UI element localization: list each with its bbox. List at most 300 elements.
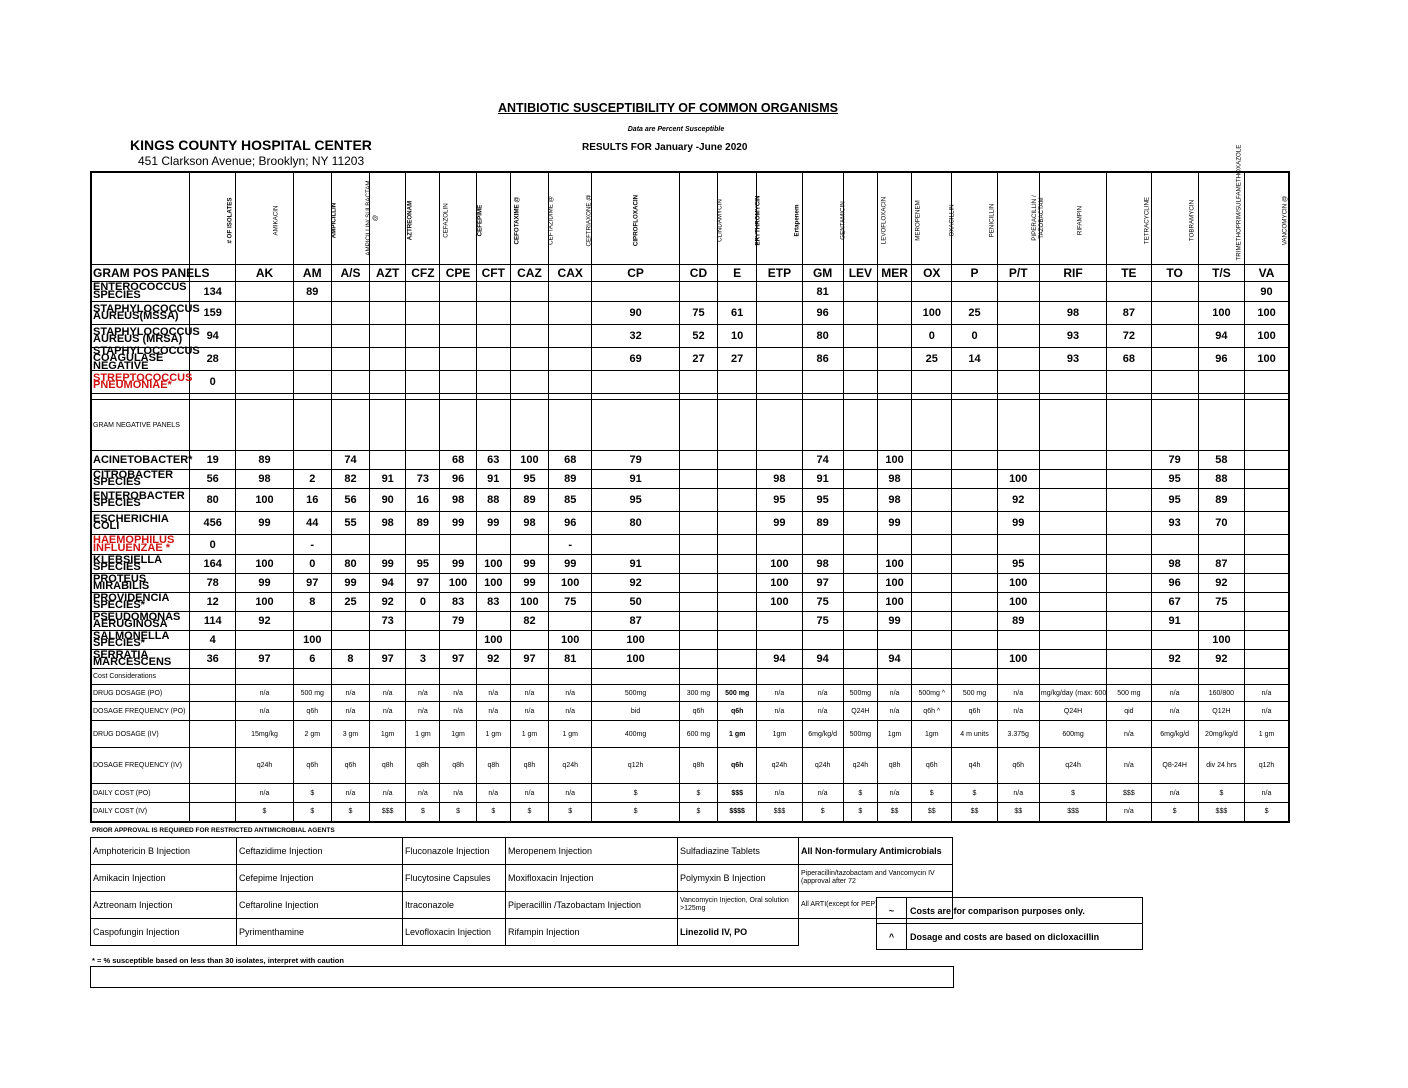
- susceptibility-value: 95: [1151, 489, 1198, 512]
- cost-value: n/a: [331, 784, 369, 803]
- organism-row: [91, 302, 1289, 325]
- susceptibility-value: 96: [440, 470, 476, 489]
- susceptibility-value: [718, 555, 757, 574]
- susceptibility-value: [877, 348, 911, 371]
- susceptibility-value: 81: [802, 282, 843, 302]
- susceptibility-value: [997, 535, 1039, 555]
- drug-name-cell: [802, 172, 847, 265]
- susceptibility-value: 100: [997, 574, 1039, 593]
- susceptibility-value: [406, 451, 440, 470]
- susceptibility-value: 44: [293, 512, 331, 535]
- blank-cell: [1198, 669, 1244, 685]
- susceptibility-value: [1107, 650, 1151, 669]
- cost-value: n/a: [236, 685, 293, 702]
- susceptibility-value: [718, 574, 757, 593]
- cost-value: $$: [952, 803, 997, 822]
- organism-row: [91, 574, 1289, 593]
- cost-value: q8h: [406, 748, 440, 784]
- susceptibility-value: [370, 348, 406, 371]
- susceptibility-value: [877, 371, 911, 394]
- susceptibility-value: 159: [190, 302, 236, 325]
- susceptibility-value: [877, 535, 911, 555]
- susceptibility-value: [952, 612, 997, 631]
- organism-name: ENTEROBACTER SPECIES: [91, 489, 190, 512]
- cost-value: $: [843, 784, 877, 803]
- drug-abbreviation: MER: [877, 265, 911, 282]
- susceptibility-value: 0: [293, 555, 331, 574]
- cost-value: n/a: [997, 685, 1039, 702]
- drug-abbreviation: OX: [912, 265, 952, 282]
- cost-value: $$$: [1039, 803, 1106, 822]
- cost-row: [91, 748, 1289, 784]
- cost-value: 1 gm: [1245, 721, 1289, 748]
- susceptibility-value: [1151, 371, 1198, 394]
- cost-row: [91, 702, 1289, 721]
- susceptibility-value: [952, 451, 997, 470]
- susceptibility-value: 69: [592, 348, 680, 371]
- restricted-agent: Vancomycin Injection, Oral solution >125mg: [678, 892, 799, 919]
- susceptibility-value: [912, 451, 952, 470]
- cost-value: n/a: [1245, 702, 1289, 721]
- cost-value: $: [236, 803, 293, 822]
- cost-value: 500mg: [592, 685, 680, 702]
- susceptibility-value: [1039, 282, 1106, 302]
- cost-value: [190, 748, 236, 784]
- cost-value: q6h: [952, 702, 997, 721]
- susceptibility-value: -: [293, 535, 331, 555]
- susceptibility-value: 97: [802, 574, 843, 593]
- susceptibility-value: [952, 371, 997, 394]
- drug-name: LEVOFLOXACIN: [880, 196, 888, 244]
- susceptibility-value: 100: [476, 555, 510, 574]
- susceptibility-value: [236, 348, 293, 371]
- blank-cell: [331, 669, 369, 685]
- drug-name-cell: [679, 172, 724, 265]
- cost-value: bid: [592, 702, 680, 721]
- drug-name-cell: [293, 172, 338, 265]
- drug-abbreviation: ETP: [757, 265, 802, 282]
- blank-cell: [1039, 400, 1106, 451]
- susceptibility-value: [440, 371, 476, 394]
- susceptibility-value: 86: [802, 348, 843, 371]
- susceptibility-value: [679, 593, 717, 612]
- susceptibility-value: 87: [1198, 555, 1244, 574]
- susceptibility-value: [757, 348, 802, 371]
- susceptibility-value: [718, 535, 757, 555]
- cost-row: [91, 721, 1289, 748]
- susceptibility-value: [997, 302, 1039, 325]
- susceptibility-value: 80: [802, 325, 843, 348]
- cost-value: n/a: [370, 702, 406, 721]
- susceptibility-value: 100: [236, 555, 293, 574]
- susceptibility-value: 63: [476, 451, 510, 470]
- susceptibility-value: 16: [406, 489, 440, 512]
- susceptibility-value: [440, 348, 476, 371]
- cost-value: 600 mg: [679, 721, 717, 748]
- drug-abbreviation: P/T: [997, 265, 1039, 282]
- susceptibility-value: 12: [190, 593, 236, 612]
- susceptibility-value: 99: [440, 512, 476, 535]
- susceptibility-value: 68: [1107, 348, 1151, 371]
- susceptibility-value: 96: [549, 512, 592, 535]
- restricted-agent: Amphotericin B Injection: [91, 838, 237, 865]
- cost-value: n/a: [1245, 685, 1289, 702]
- susceptibility-value: 100: [1198, 631, 1244, 650]
- susceptibility-value: 100: [1198, 302, 1244, 325]
- organism-name: SERRATIA MARCESCENS: [91, 650, 190, 669]
- cost-value: n/a: [236, 702, 293, 721]
- susceptibility-value: -: [549, 535, 592, 555]
- susceptibility-value: [843, 470, 877, 489]
- susceptibility-value: 79: [592, 451, 680, 470]
- susceptibility-value: [549, 612, 592, 631]
- susceptibility-value: 89: [802, 512, 843, 535]
- susceptibility-value: 94: [802, 650, 843, 669]
- restricted-agent: Meropenem Injection: [506, 838, 678, 865]
- blank-cell: [843, 400, 877, 451]
- cost-value: n/a: [440, 784, 476, 803]
- susceptibility-value: [718, 512, 757, 535]
- susceptibility-value: [476, 535, 510, 555]
- susceptibility-value: 75: [802, 612, 843, 631]
- cost-row-label: DRUG DOSAGE (IV): [91, 721, 190, 748]
- susceptibility-value: 0: [912, 325, 952, 348]
- cost-value: q8h: [440, 748, 476, 784]
- drug-abbreviation: CD: [679, 265, 717, 282]
- blank-cell: [1039, 669, 1106, 685]
- cost-value: 160/800: [1198, 685, 1244, 702]
- susceptibility-value: [406, 348, 440, 371]
- document-subtitle: Data are Percent Susceptible: [627, 126, 725, 133]
- susceptibility-value: 100: [877, 593, 911, 612]
- organism-name: PROTEUS MIRABILIS: [91, 574, 190, 593]
- susceptibility-value: 91: [476, 470, 510, 489]
- cost-value: n/a: [476, 685, 510, 702]
- blank-cell: [236, 400, 293, 451]
- susceptibility-value: [370, 451, 406, 470]
- susceptibility-value: [877, 282, 911, 302]
- susceptibility-value: [236, 631, 293, 650]
- susceptibility-value: 92: [1198, 574, 1244, 593]
- blank-cell: [293, 400, 331, 451]
- blank-cell: [440, 400, 476, 451]
- susceptibility-value: [679, 555, 717, 574]
- susceptibility-value: 92: [236, 612, 293, 631]
- cost-value: q24h: [1039, 748, 1106, 784]
- footnote: * = % susceptible based on less than 30 isolates, interpret with caution: [92, 956, 344, 965]
- cost-value: 300 mg: [679, 685, 717, 702]
- cost-value: $: [912, 784, 952, 803]
- susceptibility-value: [1151, 348, 1198, 371]
- cost-value: $$: [877, 803, 911, 822]
- susceptibility-value: [1039, 470, 1106, 489]
- restricted-agent: Amikacin Injection: [91, 865, 237, 892]
- susceptibility-value: 95: [1151, 470, 1198, 489]
- blank-cell: [757, 669, 802, 685]
- blank-cell: [476, 669, 510, 685]
- susceptibility-value: [406, 631, 440, 650]
- susceptibility-value: [510, 282, 548, 302]
- cost-value: $$$: [718, 784, 757, 803]
- susceptibility-value: [757, 451, 802, 470]
- cost-value: n/a: [877, 784, 911, 803]
- susceptibility-value: [1245, 650, 1289, 669]
- susceptibility-value: 97: [293, 574, 331, 593]
- cost-value: $: [293, 803, 331, 822]
- drug-abbreviation: CP: [592, 265, 680, 282]
- cost-value: n/a: [331, 702, 369, 721]
- drug-abbreviation: AM: [293, 265, 331, 282]
- susceptibility-value: 97: [236, 650, 293, 669]
- susceptibility-value: 95: [406, 555, 440, 574]
- susceptibility-value: [679, 535, 717, 555]
- drug-abbreviation: E: [718, 265, 757, 282]
- cost-value: n/a: [1151, 685, 1198, 702]
- cost-value: n/a: [476, 702, 510, 721]
- susceptibility-value: 74: [802, 451, 843, 470]
- susceptibility-value: [912, 371, 952, 394]
- susceptibility-value: [912, 282, 952, 302]
- drug-name: OXACILLIN: [948, 203, 956, 237]
- blank-cell: [997, 400, 1039, 451]
- blank-cell: [592, 669, 680, 685]
- susceptibility-value: [757, 371, 802, 394]
- cost-value: n/a: [802, 702, 843, 721]
- cost-value: $$$$: [718, 803, 757, 822]
- susceptibility-value: [718, 371, 757, 394]
- susceptibility-value: 94: [877, 650, 911, 669]
- cost-value: [190, 702, 236, 721]
- drug-name: CLINDAMYCIN: [716, 198, 724, 242]
- cost-value: $: [293, 784, 331, 803]
- susceptibility-value: 100: [1245, 302, 1289, 325]
- cost-value: n/a: [440, 685, 476, 702]
- susceptibility-value: [679, 371, 717, 394]
- cost-value: $: [331, 803, 369, 822]
- organism-row: [91, 512, 1289, 535]
- susceptibility-value: [1245, 489, 1289, 512]
- drug-name: CEFTAZIDIME @: [547, 195, 555, 245]
- legend-table: [876, 897, 1143, 950]
- susceptibility-value: 100: [510, 593, 548, 612]
- cost-value: $: [1198, 784, 1244, 803]
- susceptibility-value: 92: [1151, 650, 1198, 669]
- susceptibility-value: 100: [1245, 348, 1289, 371]
- susceptibility-value: 99: [440, 555, 476, 574]
- cost-value: 1gm: [757, 721, 802, 748]
- restricted-agent: Rifampin Injection: [506, 919, 678, 946]
- susceptibility-value: [592, 282, 680, 302]
- cost-value: q6h: [679, 702, 717, 721]
- susceptibility-value: 80: [592, 512, 680, 535]
- organism-row: [91, 470, 1289, 489]
- approval-row: [91, 838, 953, 865]
- drug-name-cell: [1245, 172, 1289, 265]
- drug-name: TETRACYCLINE: [1143, 196, 1151, 244]
- susceptibility-value: 92: [476, 650, 510, 669]
- legend-symbol: ^: [877, 924, 907, 950]
- susceptibility-value: 98: [510, 512, 548, 535]
- organism-row: [91, 555, 1289, 574]
- susceptibility-value: 61: [718, 302, 757, 325]
- blank-cell: [679, 669, 717, 685]
- susceptibility-value: 100: [592, 650, 680, 669]
- susceptibility-value: 100: [440, 574, 476, 593]
- blank-cell: [952, 669, 997, 685]
- blank-cell: [1198, 400, 1244, 451]
- susceptibility-value: 98: [370, 512, 406, 535]
- gram-pos-label: GRAM POS PANELS: [93, 266, 210, 280]
- cost-value: 500 mg: [293, 685, 331, 702]
- susceptibility-value: 100: [549, 574, 592, 593]
- blank-cell: [190, 669, 236, 685]
- susceptibility-value: 93: [1039, 348, 1106, 371]
- susceptibility-value: [1039, 612, 1106, 631]
- susceptibility-value: 98: [440, 489, 476, 512]
- susceptibility-value: 99: [757, 512, 802, 535]
- blank-cell: [1151, 400, 1198, 451]
- restricted-agent: Flucytosine Capsules: [403, 865, 506, 892]
- cost-value: 2 gm: [293, 721, 331, 748]
- susceptibility-value: [912, 650, 952, 669]
- susceptibility-value: [1107, 371, 1151, 394]
- susceptibility-value: [718, 282, 757, 302]
- organism-row: [91, 282, 1289, 302]
- drug-name: MEROPENEM: [914, 199, 922, 241]
- restricted-agent: Ceftaroline Injection: [237, 892, 403, 919]
- susceptibility-value: [549, 302, 592, 325]
- hospital-address: 451 Clarkson Avenue; Brooklyn; NY 11203: [138, 154, 365, 168]
- cost-value: $: [440, 803, 476, 822]
- susceptibility-value: 88: [476, 489, 510, 512]
- drug-name: TRIMETHOPRIM/SULFAMETHOXAZOLE: [1235, 144, 1243, 260]
- cost-value: 1gm: [370, 721, 406, 748]
- susceptibility-value: [293, 348, 331, 371]
- cost-value: $$$: [757, 803, 802, 822]
- susceptibility-value: [679, 631, 717, 650]
- susceptibility-value: [331, 325, 369, 348]
- blank-cell: [1107, 400, 1151, 451]
- susceptibility-value: 85: [549, 489, 592, 512]
- susceptibility-value: 100: [476, 631, 510, 650]
- cost-value: $: [1245, 803, 1289, 822]
- susceptibility-value: [718, 650, 757, 669]
- susceptibility-value: 70: [1198, 512, 1244, 535]
- drug-name: CIPROFLOXACIN: [632, 194, 640, 246]
- blank-cell: [997, 669, 1039, 685]
- susceptibility-value: 89: [549, 470, 592, 489]
- drug-name: AZTREONAM: [406, 200, 414, 240]
- susceptibility-value: [952, 512, 997, 535]
- susceptibility-value: 4: [190, 631, 236, 650]
- blank-cell: [802, 669, 843, 685]
- susceptibility-value: [843, 612, 877, 631]
- restricted-agent: Moxifloxacin Injection: [506, 865, 678, 892]
- susceptibility-value: 50: [592, 593, 680, 612]
- header-corner: [91, 172, 190, 265]
- restricted-agent: Piperacillin /Tazobactam Injection: [506, 892, 678, 919]
- susceptibility-value: [440, 302, 476, 325]
- cost-value: q24h: [757, 748, 802, 784]
- susceptibility-value: [952, 555, 997, 574]
- susceptibility-value: [1107, 282, 1151, 302]
- cost-value: $: [549, 803, 592, 822]
- organism-row: [91, 348, 1289, 371]
- blank-cell: [549, 669, 592, 685]
- susceptibility-value: 100: [476, 574, 510, 593]
- susceptibility-value: 98: [236, 470, 293, 489]
- susceptibility-value: 98: [877, 489, 911, 512]
- susceptibility-value: 25: [331, 593, 369, 612]
- susceptibility-value: [1198, 371, 1244, 394]
- blank-cell: [1245, 400, 1289, 451]
- drug-abbreviation: VA: [1245, 265, 1289, 282]
- susceptibility-value: [510, 325, 548, 348]
- restricted-agent: All Non-formulary Antimicrobials: [799, 838, 953, 865]
- susceptibility-value: 72: [1107, 325, 1151, 348]
- drug-name: GENTAMICIN: [839, 200, 847, 240]
- cost-value: $$$: [1107, 784, 1151, 803]
- susceptibility-value: 95: [997, 555, 1039, 574]
- susceptibility-value: [1245, 631, 1289, 650]
- susceptibility-value: [1107, 470, 1151, 489]
- susceptibility-value: [1107, 555, 1151, 574]
- results-period: RESULTS FOR January -June 2020: [582, 142, 748, 153]
- susceptibility-value: [236, 325, 293, 348]
- susceptibility-value: 94: [757, 650, 802, 669]
- susceptibility-value: 55: [331, 512, 369, 535]
- legend-text: Costs are for comparison purposes only.: [907, 898, 1143, 924]
- cost-value: 15mg/kg: [236, 721, 293, 748]
- susceptibility-value: [679, 512, 717, 535]
- restricted-agent: Pyrimenthamine: [237, 919, 403, 946]
- susceptibility-value: 56: [190, 470, 236, 489]
- cost-value: 500mg ^: [912, 685, 952, 702]
- susceptibility-value: 95: [510, 470, 548, 489]
- susceptibility-value: [997, 371, 1039, 394]
- drug-abbreviation: CFT: [476, 265, 510, 282]
- restricted-agent: Ceftazidime Injection: [237, 838, 403, 865]
- susceptibility-value: [510, 371, 548, 394]
- drug-name-cell: [1039, 172, 1106, 265]
- susceptibility-value: [843, 574, 877, 593]
- susceptibility-value: [1039, 631, 1106, 650]
- susceptibility-value: 95: [802, 489, 843, 512]
- susceptibility-value: 91: [370, 470, 406, 489]
- cost-value: 3 gm: [331, 721, 369, 748]
- blank-cell: [843, 669, 877, 685]
- cost-value: $: [679, 784, 717, 803]
- cost-value: [190, 721, 236, 748]
- susceptibility-value: 80: [190, 489, 236, 512]
- organism-name: ESCHERICHIA COLI: [91, 512, 190, 535]
- susceptibility-value: [679, 574, 717, 593]
- organism-row: [91, 650, 1289, 669]
- organism-name: HAEMOPHILUS INFLUENZAE *: [91, 535, 190, 555]
- restricted-agent: Levofloxacin Injection: [403, 919, 506, 946]
- susceptibility-value: [997, 348, 1039, 371]
- gram-neg-header-row: [91, 400, 1289, 451]
- susceptibility-value: [1198, 535, 1244, 555]
- blank-cell: [331, 400, 369, 451]
- susceptibility-value: [912, 512, 952, 535]
- susceptibility-value: [952, 650, 997, 669]
- cost-value: 4 m units: [952, 721, 997, 748]
- susceptibility-value: 83: [476, 593, 510, 612]
- cost-value: q6h: [912, 748, 952, 784]
- blank-cell: [293, 669, 331, 685]
- susceptibility-value: 98: [877, 470, 911, 489]
